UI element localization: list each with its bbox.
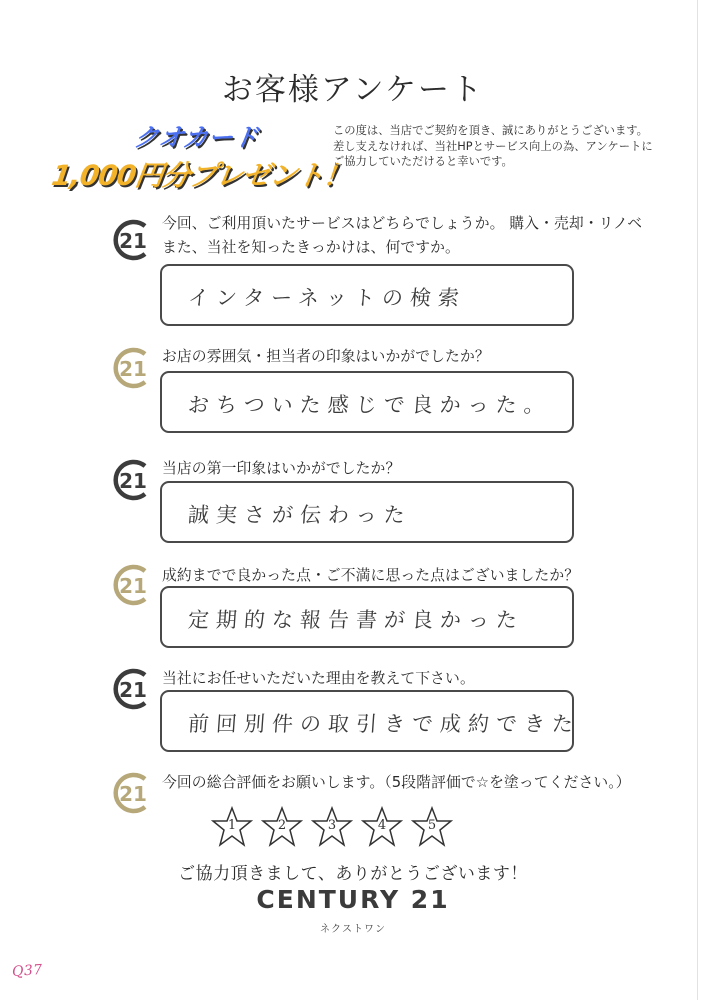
rating-star-3[interactable]	[311, 806, 353, 848]
question-5: 当社にお任せいただいた理由を教えて下さい。	[162, 670, 475, 687]
rating-number: 4	[377, 818, 387, 833]
answer-3: 誠実さが伝わった	[187, 503, 413, 527]
answer-box-3	[160, 481, 574, 543]
svg-text:21: 21	[119, 678, 147, 702]
question-logo-icon	[111, 667, 155, 711]
handwritten-note: Q37	[11, 961, 44, 981]
rating-number: 3	[327, 818, 337, 833]
brand-subtitle: ネクストワン	[320, 924, 386, 935]
question-2: お店の雰囲気・担当者の印象はいかがでしたか？	[162, 348, 490, 365]
question-logo-icon	[111, 563, 155, 607]
answer-box-2	[160, 371, 574, 433]
intro-text	[333, 123, 653, 170]
question-6: 今回の総合評価をお願いします。（5段階評価で☆を塗ってください。）	[162, 774, 631, 791]
rating-star-5[interactable]	[411, 806, 453, 848]
rating-star-4[interactable]	[361, 806, 403, 848]
answer-5: 前回別件の取引きで成約できた	[187, 712, 581, 736]
century21-logo-icon	[111, 563, 155, 607]
svg-text:21: 21	[119, 469, 147, 493]
question-logo-icon	[111, 458, 155, 502]
promotion-line-2: 1,000円分プレゼント！	[49, 159, 353, 192]
intro-line: ご協力していただけると幸いです。	[333, 155, 513, 169]
question-3: 当店の第一印象はいかがでしたか？	[162, 460, 401, 477]
question-4: 成約までで良かった点・ご不満に思った点はございましたか？	[162, 567, 580, 584]
rating-star-2[interactable]	[261, 806, 303, 848]
rating-number: 2	[277, 818, 287, 833]
svg-text:21: 21	[119, 357, 147, 381]
answer-1: インターネットの検索	[187, 286, 467, 310]
question-logo-icon	[111, 346, 155, 390]
promotion-line-1: クオカード	[131, 123, 261, 152]
answer-2: おちついた感じで良かった。	[187, 393, 553, 417]
svg-text:21: 21	[119, 229, 147, 253]
question-logo-icon	[111, 218, 155, 262]
century21-logo-icon	[111, 771, 155, 815]
rating-stars	[211, 806, 456, 850]
rating-number: 5	[427, 818, 437, 833]
quocard-promotion	[49, 118, 353, 198]
page-edge-line	[697, 0, 698, 1000]
century21-logo-icon	[111, 667, 155, 711]
century21-logo-icon	[111, 218, 155, 262]
question-1-line-1: 今回、ご利用頂いたサービスはどちらでしょうか。 購入・売却・リノベ	[162, 215, 643, 232]
century21-brand-logo: CENTURY 21	[256, 885, 450, 914]
answer-4: 定期的な報告書が良かった	[187, 608, 525, 632]
question-logo-icon	[111, 771, 155, 815]
century21-logo-icon	[111, 458, 155, 502]
rating-star-1[interactable]	[211, 806, 253, 848]
svg-text:21: 21	[119, 574, 147, 598]
rating-number: 1	[227, 818, 237, 833]
question-1-line-2: また、当社を知ったきっかけは、何ですか。	[162, 239, 460, 256]
intro-line: 差し支えなければ、当社HPとサービス向上の為、アンケートに	[333, 139, 653, 153]
thanks-message: ご協力頂きまして、ありがとうございます！	[178, 864, 528, 884]
answer-box-1	[160, 264, 574, 326]
century21-logo-icon	[111, 346, 155, 390]
intro-line: この度は、当店でご契約を頂き、誠にありがとうございます。	[333, 124, 648, 137]
page-title: お客様アンケート	[221, 72, 485, 108]
answer-box-4	[160, 586, 574, 648]
svg-text:21: 21	[119, 782, 147, 806]
answer-box-5	[160, 690, 581, 752]
